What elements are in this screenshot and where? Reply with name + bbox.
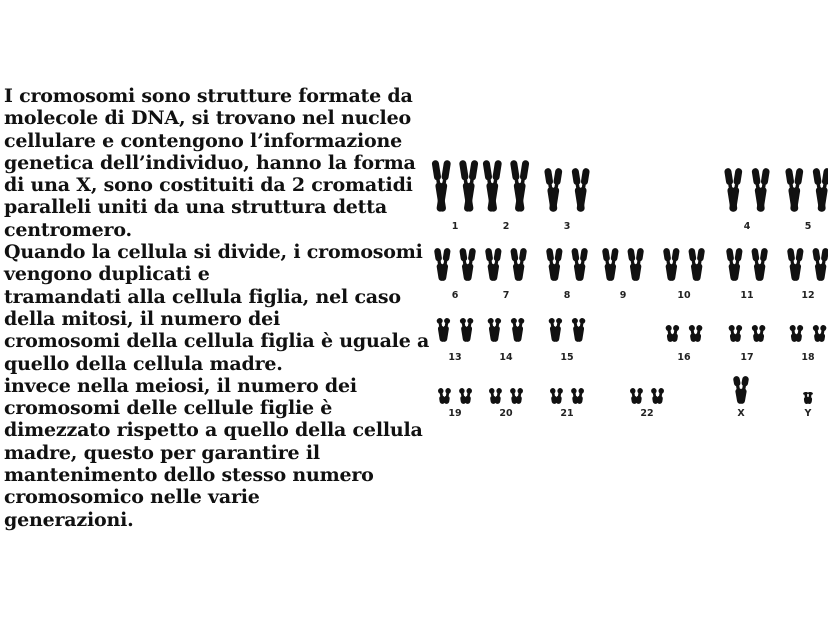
chromosome-label: 10 <box>677 290 691 301</box>
text-line: cromosomi della cellula figlia è uguale a <box>4 330 430 353</box>
chromosome-label: 15 <box>560 352 574 363</box>
text-line: tramandati alla cellula figlia, nel caso <box>4 285 401 308</box>
chromosome-label: 1 <box>451 221 459 232</box>
text-line: paralleli uniti da una struttura detta <box>4 196 387 219</box>
text-line: cromosomi delle cellule figlie è <box>4 397 333 420</box>
text-line: Quando la cellula si divide, i cromosomi <box>4 241 423 264</box>
text-line: cromosomico nelle varie <box>4 486 260 509</box>
text-line: della mitosi, il numero dei <box>4 307 281 330</box>
chromosome-pair-1 <box>431 160 478 212</box>
chromosome-pair-20 <box>489 388 524 405</box>
chromosome-label: 19 <box>448 408 462 419</box>
text-line: di una X, sono costituiti da 2 cromatidi <box>4 174 413 197</box>
body-text <box>4 85 430 531</box>
karyotype-svg <box>428 150 828 425</box>
chromosome-label: 11 <box>740 290 754 301</box>
chromosome-pair-12 <box>787 248 828 282</box>
text-line: centromero. <box>4 218 132 241</box>
chromosome-label: 16 <box>677 352 691 363</box>
chromosome-label: X <box>737 408 745 419</box>
karyotype-image <box>428 150 828 425</box>
chromosome-label: 18 <box>801 352 815 363</box>
chromosome-label: 8 <box>563 290 571 301</box>
text-line: vengono duplicati e <box>4 263 210 286</box>
chromosome-label: 21 <box>560 408 574 419</box>
chromosome-pair-9 <box>602 248 644 282</box>
text-line: quello della cellula madre. <box>4 352 283 375</box>
text-line: invece nella meiosi, il numero dei <box>4 374 357 397</box>
chromosome-pair-16 <box>665 325 703 343</box>
chromosome-label: 22 <box>640 408 654 419</box>
chromosome-pair-5 <box>785 168 828 213</box>
chromosome-pair-22 <box>630 388 665 405</box>
text-line: dimezzato rispetto a quello della cellula <box>4 419 423 442</box>
chromosome-label: 14 <box>499 352 513 363</box>
text-line: molecole di DNA, si trovano nel nucleo <box>4 107 411 130</box>
text-line: generazioni. <box>4 508 134 531</box>
text-line: madre, questo per garantire il <box>4 441 320 464</box>
chromosome-pair-3 <box>544 168 590 213</box>
text-line: mantenimento dello stesso numero <box>4 464 374 487</box>
chromosome-label: 12 <box>801 290 815 301</box>
chromosome-pair-8 <box>546 248 588 282</box>
chromosome-pair-14 <box>487 318 524 343</box>
text-line: genetica dell’individuo, hanno la forma <box>4 151 416 174</box>
chromosome-pair-21 <box>550 388 585 405</box>
chromosome-pair-10 <box>663 248 705 282</box>
chromosome-pair-6 <box>434 248 476 282</box>
chromosome-label: 6 <box>451 290 459 301</box>
chromosome-pair-17 <box>728 325 766 343</box>
chromosome-pair-7 <box>485 248 527 282</box>
chromosome-label: 20 <box>499 408 513 419</box>
chromosome-pair-13 <box>436 318 473 343</box>
chromosome-pair-4 <box>724 168 770 213</box>
chromosome-label: 13 <box>448 352 462 363</box>
chromosome-label: 4 <box>743 221 751 232</box>
chromosome-pair-18 <box>789 325 827 343</box>
chromosome-pair-Y <box>803 392 813 405</box>
chromosome-label: 5 <box>804 221 812 232</box>
chromosome-pair-15 <box>548 318 585 343</box>
chromosome-label: 9 <box>619 290 627 301</box>
chromosome-pair-2 <box>482 160 529 212</box>
chromosome-label: 3 <box>563 221 571 232</box>
chromosome-label: Y <box>804 408 812 419</box>
chromosome-pair-X <box>733 376 749 405</box>
chromosome-label: 17 <box>740 352 754 363</box>
chromosome-label: 7 <box>502 290 510 301</box>
text-line: I cromosomi sono strutture formate da <box>4 85 413 107</box>
text-line: cellulare e contengono l’informazione <box>4 129 402 152</box>
chromosome-pair-19 <box>438 388 473 405</box>
chromosome-label: 2 <box>502 221 510 232</box>
chromosome-pair-11 <box>726 248 768 282</box>
